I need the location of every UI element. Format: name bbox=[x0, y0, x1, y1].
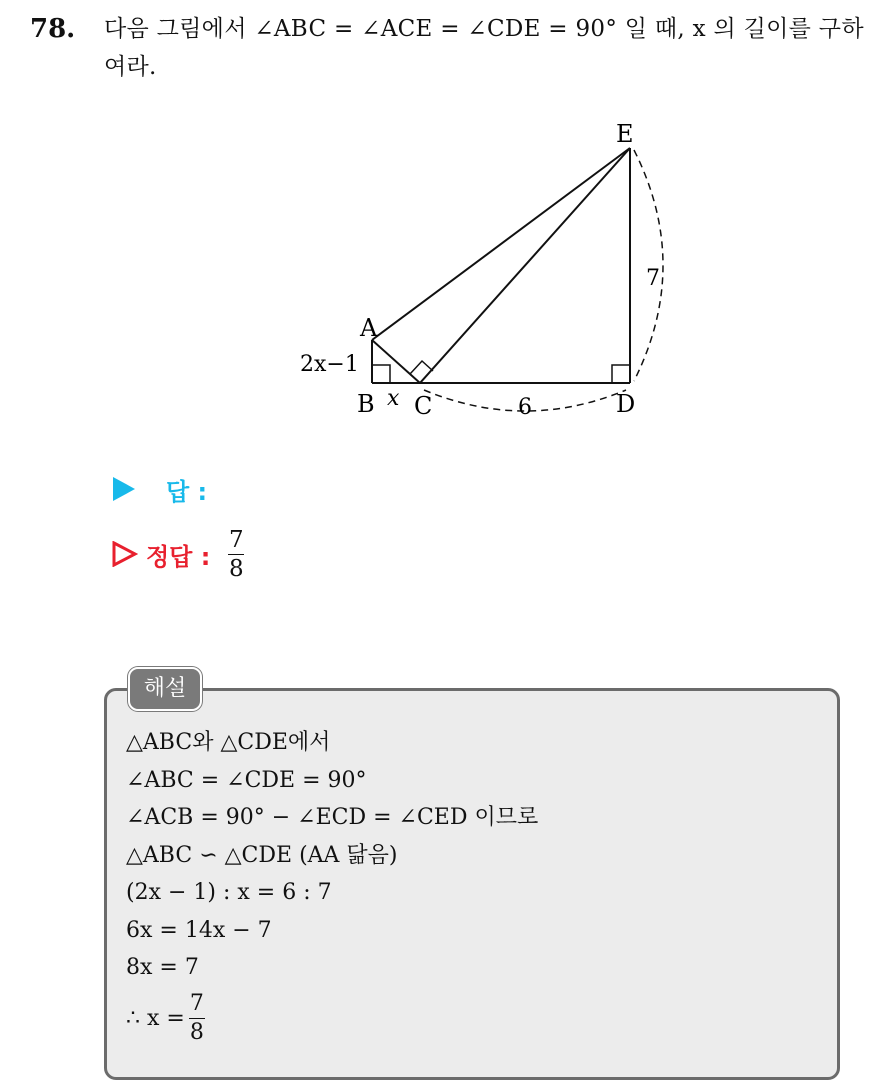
label-c: C bbox=[414, 392, 433, 420]
solution-line: 8x = 7 bbox=[126, 955, 199, 980]
segment-ac bbox=[372, 340, 420, 383]
filled-triangle-icon bbox=[112, 476, 136, 502]
problem-text: 다음 그림에서 ∠ABC = ∠ACE = ∠CDE = 90° 일 때, x 의 길이를 구하여라. bbox=[104, 16, 864, 80]
fraction-bar bbox=[228, 554, 244, 555]
solution-line: (2x − 1) : x = 6 : 7 bbox=[126, 880, 332, 905]
fraction-numerator: 7 bbox=[229, 526, 244, 553]
problem-number: 78. bbox=[30, 14, 76, 44]
geometry-figure bbox=[290, 112, 690, 432]
correct-answer-label: 정답 : bbox=[146, 542, 211, 571]
segment-ae bbox=[372, 148, 630, 340]
answer-label: 답 : bbox=[166, 477, 208, 506]
label-e: E bbox=[616, 120, 634, 148]
solution-line: △ABC ∽ △CDE (AA 닮음) bbox=[126, 842, 398, 868]
solution-line: ∠ACB = 90° − ∠ECD = ∠CED 이므로 bbox=[126, 805, 539, 830]
solution-final-line bbox=[126, 989, 826, 1049]
fraction-denominator: 8 bbox=[229, 555, 244, 582]
solution-final-fraction bbox=[189, 991, 205, 1046]
correct-answer-row bbox=[112, 524, 244, 584]
solution-line: 6x = 14x − 7 bbox=[126, 917, 272, 943]
solution-lines bbox=[126, 724, 826, 1049]
label-d: D bbox=[616, 390, 636, 418]
solution-line: △ABC와 △CDE에서 bbox=[126, 730, 331, 755]
solution-final-prefix: ∴ x = bbox=[126, 1005, 185, 1031]
right-angle-mark-d bbox=[612, 365, 630, 383]
segment-ce bbox=[420, 148, 630, 383]
label-b: B bbox=[357, 390, 375, 418]
outline-triangle-icon bbox=[112, 541, 138, 567]
length-ab: 2x−1 bbox=[300, 352, 359, 377]
correct-answer-fraction bbox=[228, 527, 244, 582]
fraction-denominator: 8 bbox=[189, 1020, 204, 1045]
solution-tag: 해설 bbox=[128, 667, 202, 711]
label-a: A bbox=[360, 314, 378, 342]
fraction-numerator: 7 bbox=[189, 991, 204, 1016]
fraction-bar bbox=[189, 1018, 205, 1019]
solution-line: ∠ABC = ∠CDE = 90° bbox=[126, 767, 367, 793]
length-cd: 6 bbox=[518, 395, 532, 420]
length-bc: x bbox=[387, 386, 400, 411]
right-angle-mark-b bbox=[372, 365, 390, 383]
length-de: 7 bbox=[646, 266, 660, 291]
answer-row bbox=[112, 471, 207, 507]
